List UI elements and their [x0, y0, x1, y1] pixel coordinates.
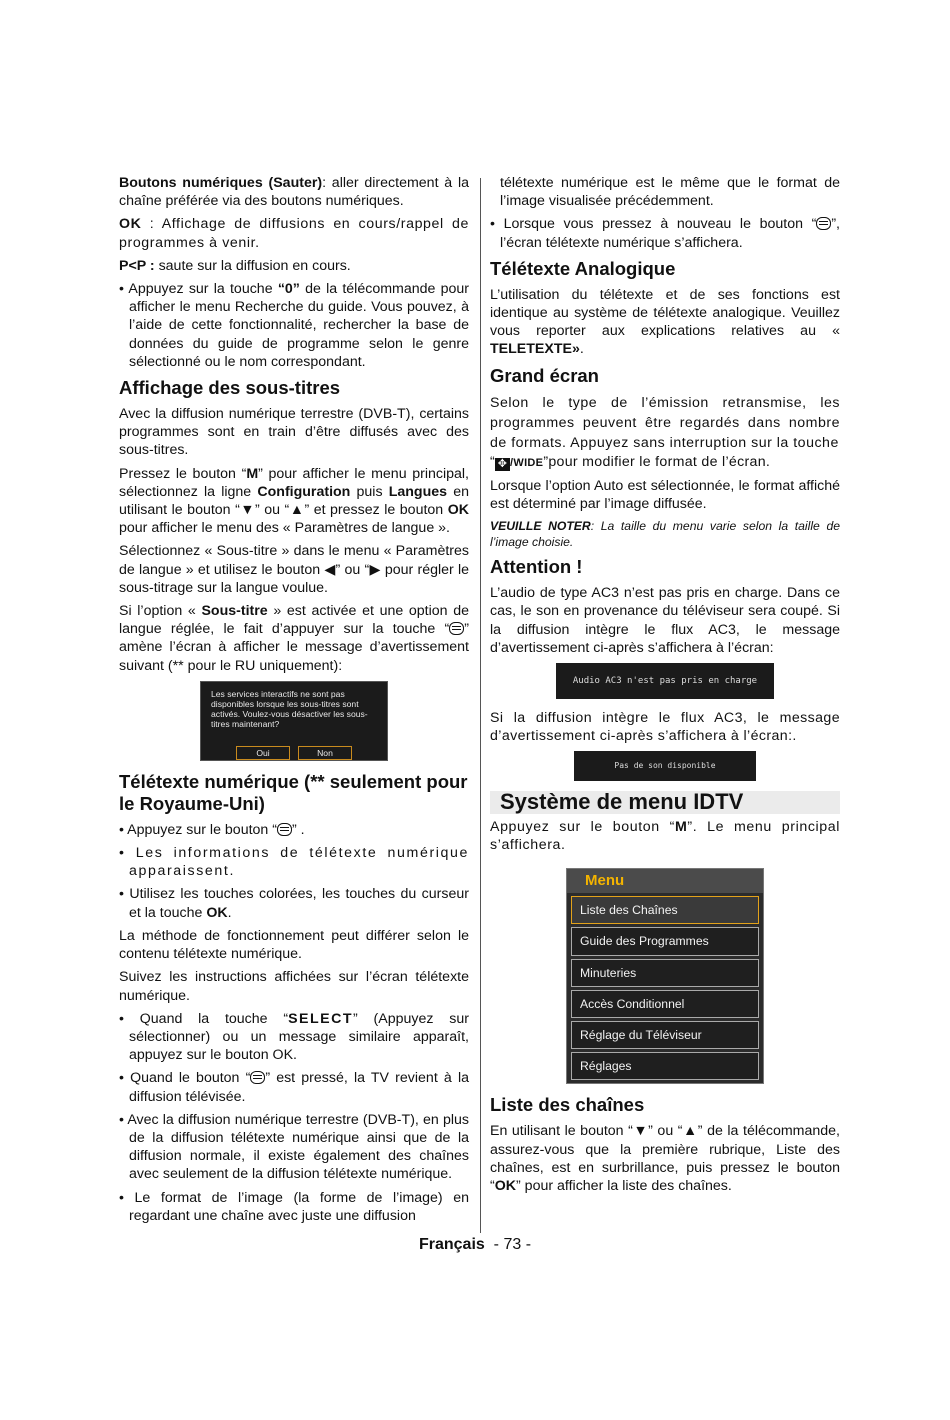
text: En utilisant le bouton “: [490, 1123, 633, 1140]
text: ”pour modifier le format de l’écran.: [543, 453, 771, 470]
text: .: [579, 341, 584, 358]
down-arrow-icon: ▼: [632, 1123, 649, 1140]
menu-item-program-guide[interactable]: Guide des Programmes: [571, 927, 759, 955]
footer-language: Français: [418, 1236, 485, 1253]
column-divider: [480, 178, 481, 1233]
bullet-press-teletext: [119, 821, 469, 839]
down-arrow-icon: ▼: [239, 502, 255, 519]
text: ” ou “: [255, 502, 290, 519]
wide-key-icon: ✥: [495, 458, 510, 471]
page-number: - 73 -: [484, 1236, 532, 1253]
term-sous-titre: Sous-titre: [201, 603, 268, 620]
paragraph-pp: [119, 257, 469, 275]
bullet-return-tv: [119, 1069, 469, 1105]
paragraph-formats: Selon le type de l’émission retransmise, les programmes peuvent être regardés dans nombre de formats. Appuyez sans interruption sur la touche: [490, 394, 840, 451]
bullet-guide-search: [119, 280, 469, 371]
text: : Affichage de diffusions en cours/rappel de programmes à venir.: [119, 216, 469, 251]
menu-item-settings[interactable]: Réglages: [571, 1052, 759, 1080]
bullet-image-format: • Le format de l’image (la forme de l’image) en regardant une chaîne avec juste une diffusion: [119, 1189, 469, 1224]
paragraph-channel-list: [490, 1122, 840, 1195]
up-arrow-icon: ▲: [682, 1123, 698, 1140]
note-label: VEUILLE NOTER: [490, 519, 591, 534]
paragraph-ok: [119, 215, 469, 251]
idtv-menu-screenshot: [566, 868, 764, 1084]
key-ok: OK: [206, 904, 228, 921]
text: L’utilisation du télétexte et de ses fonctions est identique au système de télétexte analogique. Veuillez vous reporter aux explications relatives au «: [490, 286, 840, 340]
text: ” pour afficher le menu principal, sélectionnez la ligne: [119, 465, 469, 500]
term-teletexte: TELETEXTE»: [490, 341, 580, 358]
ac3-warning-banner: Audio AC3 n'est pas pris en charge: [556, 663, 774, 699]
key-select: SELECT: [288, 1010, 354, 1027]
text: .: [227, 904, 232, 921]
text: • Lorsque vous pressez à nouveau le bouton “: [490, 216, 817, 233]
text: ” de la télécommande, assurez-vous que la première rubrique, Liste des chaînes, est en surbrillance, puis pressez le bouton “: [490, 1123, 841, 1195]
text: • Utilisez les touches colorées, les touches du curseur et la touche: [119, 886, 469, 921]
paragraph-ac3: L’audio de type AC3 n’est pas pris en charge. Dans ce cas, le son en provenance du téléviseur sera coupé. Si la diffusion intègre le flux AC3, le message d’avertissement ci-après s’affichera à l’écran:: [490, 585, 840, 656]
text: ” et pressez le bouton: [304, 502, 448, 519]
paragraph-press-m: [119, 465, 469, 538]
text: » est activée et une option de langue réglée, le fait d’appuyer sur la touche “: [119, 603, 469, 638]
text: saute sur la diffusion en cours.: [154, 257, 351, 274]
term-configuration: Configuration: [257, 483, 351, 500]
up-arrow-icon: ▲: [289, 502, 305, 519]
bullet-colored-keys: [119, 885, 469, 921]
bullet-info-appear: • Les informations de télétexte numérique apparaissent.: [119, 845, 469, 880]
text: ” pour afficher la liste des chaînes.: [516, 1178, 732, 1195]
right-column: [490, 174, 840, 1200]
text: • Appuyez sur le bouton “: [119, 821, 277, 838]
text: “: [490, 453, 496, 470]
paragraph-follow: Suivez les instructions affichées sur l’écran télétexte numérique.: [119, 969, 469, 1004]
teletext-icon: [250, 1071, 265, 1084]
heading-channel-list: Liste des chaînes: [490, 1094, 645, 1116]
text: : La taille du menu varie selon la taille de l’image choisie.: [490, 519, 841, 550]
text: Sélectionnez « Sous-titre » dans le menu « Paramètres de langue » et utilisez le bouton: [119, 543, 469, 578]
text: ” ou “: [335, 561, 370, 578]
text: Appuyez sur le bouton “: [490, 818, 675, 835]
wide-key-label: /WIDE: [510, 456, 544, 469]
text: ”. Le menu principal s’affichera.: [490, 818, 840, 853]
paragraph-continued: télétexte numérique est le même que le format de l’image visualisée précédemment.: [500, 175, 840, 210]
text: • Appuyez sur la touche: [119, 281, 278, 298]
menu-item-channel-list[interactable]: Liste des Chaînes: [571, 896, 759, 924]
menu-item-conditional-access[interactable]: Accès Conditionnel: [571, 990, 759, 1018]
paragraph-auto: Lorsque l’option Auto est sélectionnée, le format affiché est déterminé par l’image diffusée.: [490, 477, 840, 513]
heading-attention: Attention !: [490, 556, 583, 578]
left-column: [119, 174, 469, 1230]
bullet-select-key: [119, 1010, 469, 1065]
text: • Quand le bouton “: [119, 1070, 251, 1087]
text: • Quand la touche “: [119, 1010, 289, 1027]
teletext-icon: [816, 217, 831, 230]
left-arrow-icon: ◀: [324, 561, 336, 578]
text: de la télécommande pour afficher le menu Recherche du guide. Vous pouvez, à l’aide de cette fonctionnalité, rechercher la base de données du guide de programme selon le genre sélectionné ou le nom correspondant.: [129, 281, 470, 370]
key-ok: OK: [494, 1178, 517, 1195]
text: Pressez le bouton “: [119, 465, 247, 482]
no-sound-banner: Pas de son disponible: [574, 751, 756, 781]
key-ok: OK: [447, 502, 469, 519]
dialog-message: Les services interactifs ne sont pas disponibles lorsque les sous-titres sont activés. Voulez-vous désactiver les sous-titres maintenant?: [211, 688, 368, 729]
term-ok: OK: [119, 216, 142, 233]
menu-item-tv-setup[interactable]: Réglage du Téléviseur: [571, 1021, 759, 1049]
bullet-dvbt-teletext: • Avec la diffusion numérique terrestre (DVB-T), en plus de la diffusion télétexte numérique ainsi que de la diffusion normale, il existe également des chaînes avec seulement de la diffusion télétexte numérique.: [119, 1111, 469, 1183]
paragraph-analog: [490, 286, 840, 359]
dialog-no-button[interactable]: Non: [298, 746, 352, 760]
paragraph-method: La méthode de fonctionnement peut différer selon le contenu télétexte numérique.: [119, 927, 469, 963]
dialog-yes-button[interactable]: Oui: [236, 746, 290, 760]
text: pour afficher le menu des « Paramètres de langue ».: [119, 520, 450, 537]
text: Si l’option «: [119, 603, 202, 620]
dialog-buttons: [211, 743, 377, 761]
heading-subtitles: Affichage des sous-titres: [119, 377, 341, 399]
text: pour régler le sous-titrage sur la langue voulue.: [119, 561, 469, 596]
bullet-press-again: [490, 215, 840, 251]
key-m: M: [246, 465, 259, 482]
teletext-icon: [449, 622, 464, 635]
text: puis: [350, 483, 389, 500]
paragraph-numeric-buttons: [119, 174, 469, 210]
heading-digital-teletext: Télétexte numérique (** seulement pour le Royaume-Uni): [119, 770, 468, 814]
term-numeric-buttons: Boutons numériques (Sauter): [119, 175, 323, 191]
heading-analog-teletext: Télétexte Analogique: [490, 257, 676, 279]
heading-idtv-menu: Système de menu IDTV: [490, 791, 840, 813]
text: ” .: [291, 821, 305, 838]
paragraph-dvbt-subtitles: Avec la diffusion numérique terrestre (DVB-T), certains programmes sont en train d’être diffusés avec des sous-titres.: [119, 406, 469, 459]
text: ” est pressé, la TV revient à la diffusion télévisée.: [129, 1070, 469, 1105]
text: ”, l’écran télétexte numérique s’affichera.: [500, 216, 840, 251]
paragraph-subtitle-option: [119, 602, 469, 675]
paragraph-ac3-second: Si la diffusion intègre le flux AC3, le message d’avertissement ci-après s’affichera à l’écran:.: [490, 710, 840, 745]
heading-wide-screen: Grand écran: [490, 364, 599, 386]
menu-title: Menu: [567, 869, 763, 893]
teletext-icon: [277, 823, 292, 836]
right-arrow-icon: ▶: [369, 561, 381, 578]
term-langues: Langues: [388, 483, 448, 500]
paragraph-select-subtitle: [119, 542, 469, 597]
paragraph-wide-key: [490, 453, 840, 472]
text: ” amène l’écran à afficher le message d’avertissement suivant (** pour le RU uniquement):: [119, 621, 469, 674]
key-zero: “0”: [277, 281, 300, 298]
paragraph-press-m: [490, 818, 840, 854]
subtitle-warning-dialog: [200, 681, 388, 761]
text: ” ou “: [648, 1123, 683, 1140]
menu-item-timers[interactable]: Minuteries: [571, 959, 759, 987]
key-m: M: [674, 818, 688, 835]
term-pp: P<P :: [119, 257, 155, 274]
note: [490, 518, 840, 550]
text: ” (Appuyez sur sélectionner) ou un message similaire apparaît, appuyez sur le bouton OK.: [129, 1010, 469, 1064]
text: : aller directement à la chaîne préférée via des boutons numériques.: [119, 175, 469, 210]
text: en utilisant le bouton “: [119, 483, 469, 519]
page-footer: [0, 1236, 950, 1254]
